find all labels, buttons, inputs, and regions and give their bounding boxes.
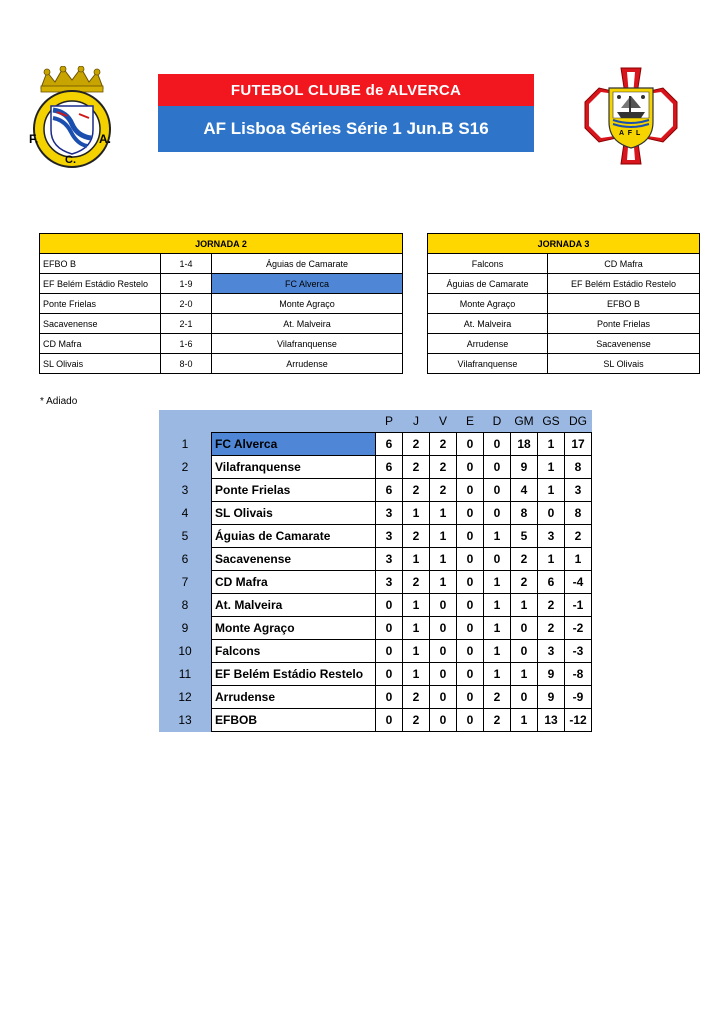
stat-cell: 2 bbox=[403, 433, 430, 456]
column-header: DG bbox=[565, 410, 592, 433]
table-row bbox=[428, 314, 700, 334]
team-name: Sacavenense bbox=[212, 548, 376, 571]
stat-cell: 2 bbox=[430, 479, 457, 502]
stat-cell: 1 bbox=[511, 594, 538, 617]
stat-cell: 18 bbox=[511, 433, 538, 456]
stat-cell: 1 bbox=[430, 502, 457, 525]
team-header bbox=[212, 410, 376, 433]
home-team: Águias de Camarate bbox=[428, 274, 548, 294]
team-name: CD Mafra bbox=[212, 571, 376, 594]
stat-cell: 1 bbox=[484, 663, 511, 686]
stat-cell: 1 bbox=[484, 571, 511, 594]
stat-cell: 2 bbox=[511, 571, 538, 594]
stat-cell: 2 bbox=[538, 594, 565, 617]
away-team: Sacavenense bbox=[548, 334, 700, 354]
stat-cell: 3 bbox=[565, 479, 592, 502]
stat-cell: 0 bbox=[457, 548, 484, 571]
stat-cell: 0 bbox=[538, 502, 565, 525]
stat-cell: 0 bbox=[457, 663, 484, 686]
stat-cell: 0 bbox=[376, 663, 403, 686]
stat-cell: 1 bbox=[403, 663, 430, 686]
stat-cell: 0 bbox=[484, 456, 511, 479]
stat-cell: 6 bbox=[376, 479, 403, 502]
table-row bbox=[40, 334, 403, 354]
competition-title: AF Lisboa Séries Série 1 Jun.B S16 bbox=[158, 106, 534, 152]
stat-cell: 1 bbox=[484, 525, 511, 548]
stat-cell: 0 bbox=[430, 709, 457, 732]
stat-cell: 0 bbox=[376, 686, 403, 709]
stat-cell: 0 bbox=[430, 617, 457, 640]
stat-cell: 2 bbox=[403, 686, 430, 709]
stat-cell: 13 bbox=[538, 709, 565, 732]
stat-cell: 0 bbox=[457, 479, 484, 502]
stat-cell: 0 bbox=[430, 640, 457, 663]
jornada-2-title: JORNADA 2 bbox=[40, 234, 403, 254]
stat-cell: -8 bbox=[565, 663, 592, 686]
home-team: Vilafranquense bbox=[428, 354, 548, 374]
column-header: J bbox=[403, 410, 430, 433]
home-team: At. Malveira bbox=[428, 314, 548, 334]
team-name: Monte Agraço bbox=[212, 617, 376, 640]
home-team: SL Olivais bbox=[40, 354, 161, 374]
rank-cell: 6 bbox=[159, 548, 212, 571]
stat-cell: 2 bbox=[403, 525, 430, 548]
column-header: E bbox=[457, 410, 484, 433]
home-team: CD Mafra bbox=[40, 334, 161, 354]
stat-cell: -9 bbox=[565, 686, 592, 709]
table-row bbox=[159, 433, 592, 456]
stat-cell: 0 bbox=[511, 640, 538, 663]
stat-cell: 1 bbox=[538, 456, 565, 479]
rank-cell: 4 bbox=[159, 502, 212, 525]
team-name: At. Malveira bbox=[212, 594, 376, 617]
column-header: GM bbox=[511, 410, 538, 433]
stat-cell: 1 bbox=[403, 548, 430, 571]
stat-cell: 2 bbox=[484, 686, 511, 709]
stat-cell: 3 bbox=[376, 502, 403, 525]
stat-cell: 2 bbox=[403, 709, 430, 732]
rank-cell: 2 bbox=[159, 456, 212, 479]
rank-cell: 12 bbox=[159, 686, 212, 709]
away-team: Vilafranquense bbox=[212, 334, 403, 354]
stat-cell: 0 bbox=[484, 548, 511, 571]
away-team: Ponte Frielas bbox=[548, 314, 700, 334]
stat-cell: -4 bbox=[565, 571, 592, 594]
club-title: FUTEBOL CLUBE de ALVERCA bbox=[158, 74, 534, 106]
table-row bbox=[159, 640, 592, 663]
crest-letter-f: F. bbox=[29, 132, 39, 146]
rank-cell: 10 bbox=[159, 640, 212, 663]
stat-cell: 0 bbox=[457, 502, 484, 525]
away-team: SL Olivais bbox=[548, 354, 700, 374]
team-name: Arrudense bbox=[212, 686, 376, 709]
stat-cell: 5 bbox=[511, 525, 538, 548]
crest-letter-a: A. bbox=[99, 132, 111, 146]
away-team: Monte Agraço bbox=[212, 294, 403, 314]
stat-cell: 0 bbox=[376, 709, 403, 732]
stat-cell: 0 bbox=[457, 456, 484, 479]
home-team: Falcons bbox=[428, 254, 548, 274]
stat-cell: 0 bbox=[484, 502, 511, 525]
stat-cell: 1 bbox=[484, 594, 511, 617]
stat-cell: -2 bbox=[565, 617, 592, 640]
alverca-crest-logo bbox=[27, 66, 117, 170]
jornada-3-table bbox=[427, 233, 700, 374]
team-name: FC Alverca bbox=[212, 433, 376, 456]
stat-cell: 1 bbox=[511, 709, 538, 732]
away-team: EFBO B bbox=[548, 294, 700, 314]
stat-cell: 1 bbox=[430, 525, 457, 548]
stat-cell: 1 bbox=[403, 617, 430, 640]
stat-cell: 0 bbox=[430, 594, 457, 617]
rank-cell: 3 bbox=[159, 479, 212, 502]
home-team: Ponte Frielas bbox=[40, 294, 161, 314]
match-score: 1-4 bbox=[161, 254, 212, 274]
team-name: Águias de Camarate bbox=[212, 525, 376, 548]
stat-cell: 1 bbox=[403, 594, 430, 617]
away-team: CD Mafra bbox=[548, 254, 700, 274]
team-name: Vilafranquense bbox=[212, 456, 376, 479]
stat-cell: 3 bbox=[376, 525, 403, 548]
stat-cell: 0 bbox=[430, 686, 457, 709]
stat-cell: 6 bbox=[376, 433, 403, 456]
stat-cell: -12 bbox=[565, 709, 592, 732]
standings-table bbox=[159, 410, 592, 732]
stat-cell: 1 bbox=[538, 479, 565, 502]
table-row bbox=[159, 686, 592, 709]
table-row bbox=[159, 479, 592, 502]
stat-cell: 0 bbox=[376, 640, 403, 663]
rank-cell: 9 bbox=[159, 617, 212, 640]
stat-cell: 2 bbox=[403, 571, 430, 594]
table-row bbox=[428, 254, 700, 274]
table-row bbox=[159, 663, 592, 686]
stat-cell: 0 bbox=[457, 709, 484, 732]
stat-cell: 1 bbox=[511, 663, 538, 686]
stat-cell: 2 bbox=[511, 548, 538, 571]
away-team: EF Belém Estádio Restelo bbox=[548, 274, 700, 294]
jornada-2-table bbox=[39, 233, 403, 374]
stat-cell: 1 bbox=[403, 640, 430, 663]
stat-cell: 3 bbox=[538, 525, 565, 548]
table-row bbox=[159, 502, 592, 525]
stat-cell: 2 bbox=[538, 617, 565, 640]
match-score: 2-1 bbox=[161, 314, 212, 334]
home-team: Arrudense bbox=[428, 334, 548, 354]
team-name: SL Olivais bbox=[212, 502, 376, 525]
stat-cell: -1 bbox=[565, 594, 592, 617]
table-row bbox=[159, 525, 592, 548]
stat-cell: 0 bbox=[511, 617, 538, 640]
adiado-note: * Adiado bbox=[40, 396, 78, 407]
stat-cell: 8 bbox=[565, 456, 592, 479]
table-row bbox=[159, 456, 592, 479]
stat-cell: 8 bbox=[565, 502, 592, 525]
stat-cell: 9 bbox=[538, 663, 565, 686]
stat-cell: 3 bbox=[376, 548, 403, 571]
home-team: EF Belém Estádio Restelo bbox=[40, 274, 161, 294]
stat-cell: 2 bbox=[430, 433, 457, 456]
home-team: Sacavenense bbox=[40, 314, 161, 334]
stat-cell: 17 bbox=[565, 433, 592, 456]
stat-cell: 3 bbox=[376, 571, 403, 594]
away-team: At. Malveira bbox=[212, 314, 403, 334]
stat-cell: 0 bbox=[484, 479, 511, 502]
stat-cell: 1 bbox=[403, 502, 430, 525]
stat-cell: 1 bbox=[565, 548, 592, 571]
team-name: Falcons bbox=[212, 640, 376, 663]
home-team: EFBO B bbox=[40, 254, 161, 274]
team-name: EFBOB bbox=[212, 709, 376, 732]
stat-cell: 4 bbox=[511, 479, 538, 502]
rank-cell: 5 bbox=[159, 525, 212, 548]
table-row bbox=[428, 334, 700, 354]
away-team-highlighted: FC Alverca bbox=[212, 274, 403, 294]
stat-cell: 0 bbox=[457, 525, 484, 548]
match-score: 1-9 bbox=[161, 274, 212, 294]
table-row bbox=[159, 617, 592, 640]
stat-cell: 1 bbox=[484, 617, 511, 640]
team-name: Ponte Frielas bbox=[212, 479, 376, 502]
table-row bbox=[428, 274, 700, 294]
stat-cell: 0 bbox=[457, 617, 484, 640]
stat-cell: 1 bbox=[538, 548, 565, 571]
stat-cell: 1 bbox=[430, 571, 457, 594]
crest-letter-c: C. bbox=[65, 154, 76, 166]
table-row bbox=[40, 314, 403, 334]
af-lisboa-crest-logo bbox=[583, 66, 679, 166]
stat-cell: 0 bbox=[376, 617, 403, 640]
table-row bbox=[159, 548, 592, 571]
rank-cell: 1 bbox=[159, 433, 212, 456]
column-header: P bbox=[376, 410, 403, 433]
match-score: 1-6 bbox=[161, 334, 212, 354]
rank-header bbox=[159, 410, 212, 433]
rank-cell: 7 bbox=[159, 571, 212, 594]
table-row bbox=[428, 294, 700, 314]
rank-cell: 13 bbox=[159, 709, 212, 732]
stat-cell: 6 bbox=[538, 571, 565, 594]
table-row bbox=[40, 354, 403, 374]
table-row bbox=[428, 354, 700, 374]
stat-cell: 0 bbox=[511, 686, 538, 709]
jornada-3-title: JORNADA 3 bbox=[428, 234, 700, 254]
stat-cell: 2 bbox=[430, 456, 457, 479]
stat-cell: -3 bbox=[565, 640, 592, 663]
stat-cell: 3 bbox=[538, 640, 565, 663]
stat-cell: 0 bbox=[457, 571, 484, 594]
stat-cell: 0 bbox=[457, 594, 484, 617]
column-header: D bbox=[484, 410, 511, 433]
home-team: Monte Agraço bbox=[428, 294, 548, 314]
table-row bbox=[159, 571, 592, 594]
away-team: Águias de Camarate bbox=[212, 254, 403, 274]
away-team: Arrudense bbox=[212, 354, 403, 374]
stat-cell: 0 bbox=[457, 640, 484, 663]
table-row bbox=[40, 254, 403, 274]
stat-cell: 9 bbox=[538, 686, 565, 709]
stat-cell: 1 bbox=[430, 548, 457, 571]
stat-cell: 2 bbox=[403, 456, 430, 479]
stat-cell: 6 bbox=[376, 456, 403, 479]
stat-cell: 9 bbox=[511, 456, 538, 479]
stat-cell: 2 bbox=[484, 709, 511, 732]
crest-afl-text: A F L bbox=[619, 130, 642, 137]
stat-cell: 0 bbox=[484, 433, 511, 456]
stat-cell: 0 bbox=[457, 686, 484, 709]
team-name: EF Belém Estádio Restelo bbox=[212, 663, 376, 686]
stat-cell: 0 bbox=[430, 663, 457, 686]
standings-header-row bbox=[159, 410, 592, 433]
stat-cell: 0 bbox=[376, 594, 403, 617]
stat-cell: 1 bbox=[538, 433, 565, 456]
stat-cell: 2 bbox=[565, 525, 592, 548]
rank-cell: 11 bbox=[159, 663, 212, 686]
table-row bbox=[40, 274, 403, 294]
stat-cell: 8 bbox=[511, 502, 538, 525]
rank-cell: 8 bbox=[159, 594, 212, 617]
stat-cell: 2 bbox=[403, 479, 430, 502]
match-score: 2-0 bbox=[161, 294, 212, 314]
table-row bbox=[40, 294, 403, 314]
stat-cell: 0 bbox=[457, 433, 484, 456]
table-row bbox=[159, 594, 592, 617]
match-score: 8-0 bbox=[161, 354, 212, 374]
column-header: V bbox=[430, 410, 457, 433]
stat-cell: 1 bbox=[484, 640, 511, 663]
column-header: GS bbox=[538, 410, 565, 433]
table-row bbox=[159, 709, 592, 732]
